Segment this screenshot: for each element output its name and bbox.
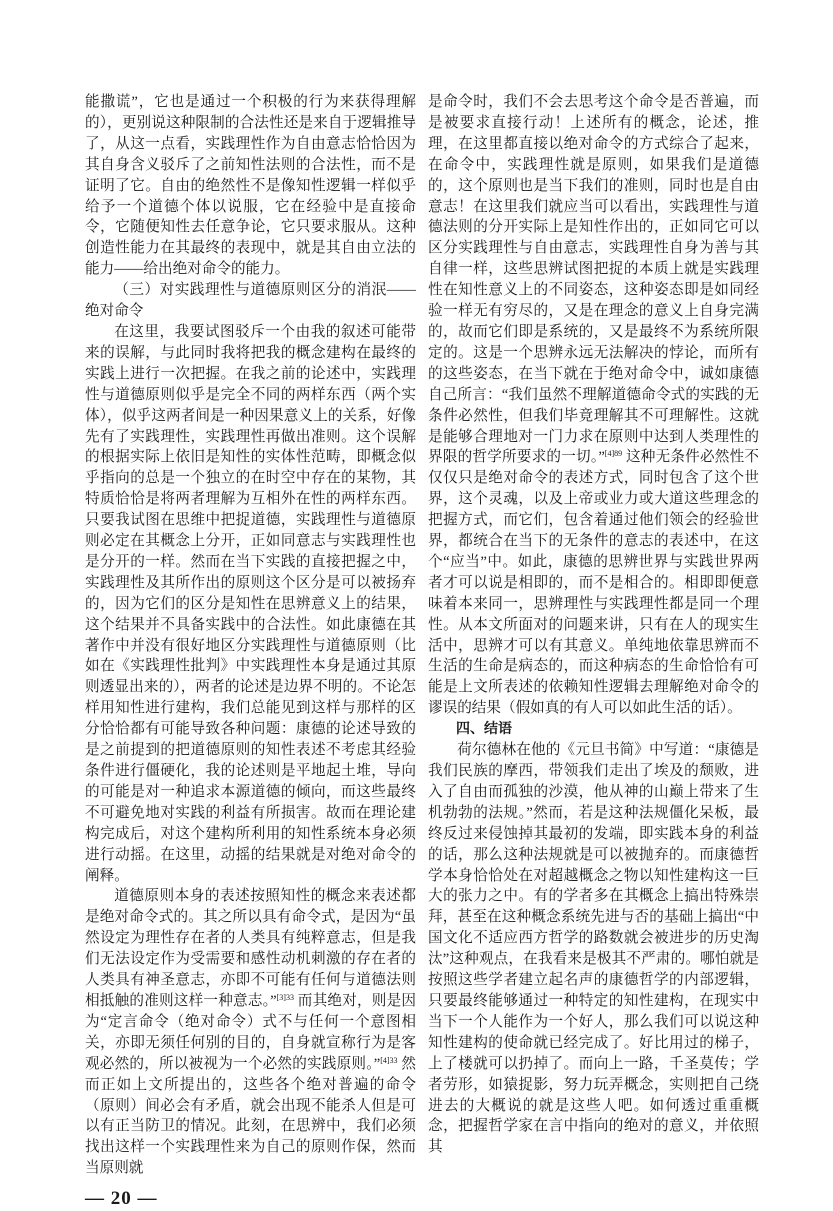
page-number: — 20 —: [85, 1188, 158, 1210]
paragraph-text: 然而正如上文所提出的，这些各个绝对普遍的命令（原则）间必会有矛盾，就会出现不能杀人但是可以有正当防卫的情况。此刻，在思辨中，我们必须找出这样一个实践理性来为自己的原则作保，然而当原则就: [85, 1055, 416, 1177]
paragraph-text: 是命令时，我们不会去思考这个命令是否普遍，而是被要求直接行动！上述所有的概念，论述，推理，在这里都直接以绝对命令的方式综合了起来，在命令中，实践理性就是原则，如果我们是道德的，这个原则也是当下我们的准则，同时也是自由意志！在这里我们就应当可以看出，实践理性与道德法则的分开实际上是知性作出的，正如同它可以区分实践理性与自由意志，实践理性自身为善与其自律一样，这些思辨试图把捉的本质上就是实践理性在知性意义上的不同姿态，这种姿态即是如同经验一样无有穷尽的，又是在理念的意义上自身完满的，故而它们即是系统的，又是最终不为系统所限定的。这是一个思辨永远无法解决的悖论，而所有的这些姿态，在当下就在于绝对命令中，诚如康德自己所言：“我们虽然不理解道德命令式的实践的无条件必然性，但我们毕竟理解其不可理解性。这就是能够合理地对一门力求在原则中达到人类理性的界限的哲学所要求的一切。”: [428, 94, 759, 466]
paragraph: [428, 92, 759, 719]
paragraph-text: 道德原则本身的表述按照知性的概念来表述都是绝对命令式的。其之所以具有命令式，是因为“虽然设定为理性存在者的人类具有纯粹意志，但是我们无法设定作为受需要和感性动机刺激的存在者的人类具有神圣意志，亦即不可能有任何与道德法则相抵触的准则这样一种意志。”: [85, 888, 416, 1009]
paragraph: [85, 886, 416, 1179]
left-column: [85, 92, 416, 1211]
paragraph: 能撒谎”，它也是通过一个积极的行为来获得理解的），更别说这种限制的合法性还是来自于逻辑推导了，从这一点看，实践理性作为自由意志恰恰因为其自身含义驳斥了之前知性法则的合法性，而不是证明了它。自由的绝然性不是像知性逻辑一样似乎给予一个道德个体以说服，它在经验中是直接命令，它随便知性去任意争论，它只要求服从。这种创造性能力在其最终的表现中，就是其自由立法的能力——给出绝对命令的能力。: [85, 94, 416, 278]
right-column: [428, 92, 759, 1158]
section-heading: 四、结语: [456, 721, 512, 738]
paragraph-text: 这种无条件必然性不仅仅只是绝对命令的表述方式，同时包含了这个世界，这个灵魂，以及上帝或业力或大道这些理念的把握方式，而它们，包含着通过他们领会的经验世界，都统合在当下的无条件的意志的表述中，在这个“应当”中。如此，康德的思辨世界与实践世界两者才可以说是相即的，而不是相合的。相即即便意味着本来同一，思辨理性与实践理性都是同一个理性。从本文所面对的问题来讲，只有在人的现实生活中，思辨才可以有其意义。单纯地依靠思辨而不生活的生命是病态的，而这种病态的生命恰恰有可能是上文所表述的依赖知性逻辑去理解绝对命令的谬误的结果（假如真的有人可以如此生活的话）。: [428, 449, 759, 717]
paragraph-text: 而其绝对，则是因为“定言命令（绝对命令）式不与任何一个意图相关，亦即无须任何别的目的，自身就宣称行为是客观必然的，所以被视为一个必然的实践原则。”: [85, 992, 416, 1072]
citation: [4]89: [604, 449, 623, 459]
citation: [4]33: [380, 1055, 398, 1065]
paragraph: 在这里，我要试图驳斥一个由我的叙述可能带来的误解，与此同时我将把我的概念建构在最终的实践上进行一次把握。在我之前的论述中，实践理性与道德原则似乎是完全不同的两样东西（两个实体），似乎这两者间是一种因果意义上的关系，好像先有了实践理性，实践理性再做出准则。这个误解的根据实际上依旧是知性的实体性范畴，即概念似乎指向的总是一个独立的在时空中存在的某物，其特质恰恰是将两者理解为互相外在性的两样东西。只要我试图在思维中把捉道德，实践理性与道德原则必定在其概念上分开，正如同意志与实践理性也是分开的一样。然而在当下实践的直接把握之中，实践理性及其所作出的原则这个区分是可以被扬弃的，因为它们的区分是知性在思辨意义上的结果，这个结果并不具备实践中的合法性。如此康德在其著作中并没有很好地区分实践理性与道德原则（比如在《实践理性批判》中实践理性本身是通过其原则透显出来的），两者的论述是边界不明的。不论怎样用知性进行建构，我们总能见到这样与那样的区分恰恰都有可能导致各种问题：康德的论述导致的是之前提到的把道德原则的知性表述不考虑其经验条件进行僵硬化，我的论述则是平地起土堆，导向的可能是对一种追求本源道德的倾向，而这些最终不可避免地对实践的利益有所损害。故而在理论建构完成后，对这个建构所利用的知性系统本身必须进行动摇。在这里，动摇的结果就是对绝对命令的阐释。: [85, 323, 416, 884]
paragraph: 荷尔德林在他的《元旦书简》中写道：“康德是我们民族的摩西，带领我们走出了埃及的颓败，进入了自由而孤独的沙漠，他从神的山巅上带来了生机勃勃的法规。”然而，若是这种法规僵化呆板，最终反过来侵蚀掉其最初的发端，即实践本身的利益的话，那么这种法规就是可以被抛弃的。而康德哲学本身恰恰处在对超越概念之物以知性建构这一巨大的张力之中。有的学者多在其概念上搞出特殊崇拜，甚至在这种概念系统先进与否的基础上搞出“中国文化不适应西方哲学的路数就会被进步的历史淘汰”这种观点，在我看来是极其不严肃的。哪怕就是按照这些学者建立起名声的康德哲学的内部逻辑，只要最终能够通过一种特定的知性建构，在现实中当下一个人能作为一个好人，那么我们可以说这种知性建构的使命就已经完成了。好比用过的梯子，上了楼就可以扔掉了。而向上一路，千圣莫传；学者劳形，如猿捉影，努力玩弄概念，实则把自己绕进去的大概说的就是这些人吧。如何透过重重概念，把握哲学家在言中指向的绝对的意义，并依照其: [428, 742, 759, 1156]
section-heading: （三）对实践理性与道德原则区分的消泯——绝对命令: [85, 282, 416, 320]
citation: [3]33: [276, 992, 294, 1002]
